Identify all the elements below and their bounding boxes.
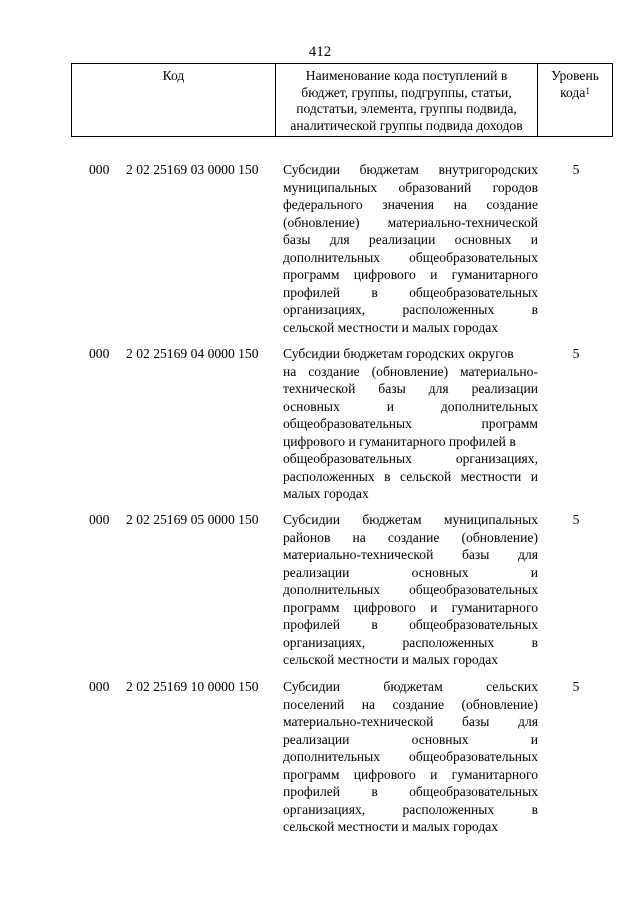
description-line: профилей в общеобразовательных — [283, 617, 538, 632]
code-level: 5 — [572, 679, 580, 694]
description-line: базы для реализации основных и — [283, 232, 538, 247]
description-line: сельской местности и малых городах — [283, 819, 499, 834]
description-line: сельской местности и малых городах — [283, 319, 499, 335]
admin-code: 000 — [89, 679, 110, 694]
description-line: цифрового и гуманитарного профилей в — [283, 433, 516, 449]
description-line: Субсидии бюджетам сельских — [283, 679, 538, 694]
description-line: организациях, расположенных в — [283, 302, 538, 317]
description-line: материально-технической базы для — [283, 547, 538, 562]
revenue-description — [283, 345, 538, 503]
code-level: 5 — [572, 162, 580, 177]
code-level: 5 — [572, 346, 580, 361]
admin-code: 000 — [89, 512, 110, 527]
description-line: программ цифрового и гуманитарного — [283, 766, 538, 782]
description-line: сельской местности и малых городах — [283, 652, 499, 667]
revenue-code: 2 02 25169 10 0000 150 — [126, 679, 259, 694]
description-line: федерального значения на создание — [283, 197, 538, 212]
description-line: программ цифрового и гуманитарного — [283, 599, 538, 615]
description-line: Субсидии бюджетам внутригородских — [283, 162, 538, 177]
description-line: на создание (обновление) материально- — [283, 363, 538, 379]
header-code-label: Код — [162, 68, 185, 83]
description-line: районов на создание (обновление) — [283, 529, 538, 545]
description-line: дополнительных общеобразовательных — [283, 582, 538, 597]
code-level: 5 — [572, 512, 580, 527]
description-line: профилей в общеобразовательных — [283, 284, 538, 300]
description-line: программ цифрового и гуманитарного — [283, 267, 538, 282]
header-code-cell — [72, 64, 276, 136]
header-level-line: Уровень — [551, 68, 599, 83]
description-line: общеобразовательных программ — [283, 416, 538, 431]
description-line: организациях, расположенных в — [283, 801, 538, 817]
description-line: дополнительных общеобразовательных — [283, 749, 538, 764]
description-line: технической базы для реализации — [283, 381, 538, 396]
header-name-cell — [276, 64, 538, 136]
description-line: расположенных в сельской местности и — [283, 468, 538, 484]
revenue-description — [283, 161, 538, 336]
page-number: 412 — [308, 44, 332, 60]
description-line: поселений на создание (обновление) — [283, 696, 538, 712]
table-header — [71, 63, 613, 137]
revenue-code: 2 02 25169 04 0000 150 — [126, 346, 259, 361]
revenue-code: 2 02 25169 03 0000 150 — [126, 162, 259, 177]
description-line: малых городах — [283, 486, 369, 501]
description-line: организациях, расположенных в — [283, 634, 538, 650]
description-line: муниципальных образований городов — [283, 179, 538, 195]
description-line: дополнительных общеобразовательных — [283, 249, 538, 265]
footnote-marker: 1 — [585, 85, 590, 96]
header-name-line: Наименование кода поступлений в — [305, 68, 508, 83]
description-line: общеобразовательных организациях, — [283, 451, 538, 466]
header-name-line: бюджет, группы, подгруппы, статьи, — [301, 84, 512, 100]
admin-code: 000 — [89, 346, 110, 361]
description-line: (обновление) материально-технической — [283, 214, 538, 230]
revenue-code: 2 02 25169 05 0000 150 — [126, 512, 259, 527]
admin-code: 000 — [89, 162, 110, 177]
description-line: Субсидии бюджетам городских округов — [283, 346, 514, 361]
revenue-description — [283, 511, 538, 669]
description-line: реализации основных и — [283, 564, 538, 580]
header-name-line: подстатьи, элемента, группы подвида, — [296, 101, 517, 116]
description-line: Субсидии бюджетам муниципальных — [283, 512, 538, 527]
description-line: реализации основных и — [283, 731, 538, 747]
description-line: основных и дополнительных — [283, 398, 538, 414]
revenue-description — [283, 678, 538, 836]
header-name-line: аналитической группы подвида доходов — [290, 117, 523, 133]
header-level-line: кода$^1$ — [560, 84, 590, 100]
description-line: материально-технической базы для — [283, 714, 538, 729]
description-line: профилей в общеобразовательных — [283, 784, 538, 799]
header-level-cell — [538, 64, 612, 136]
